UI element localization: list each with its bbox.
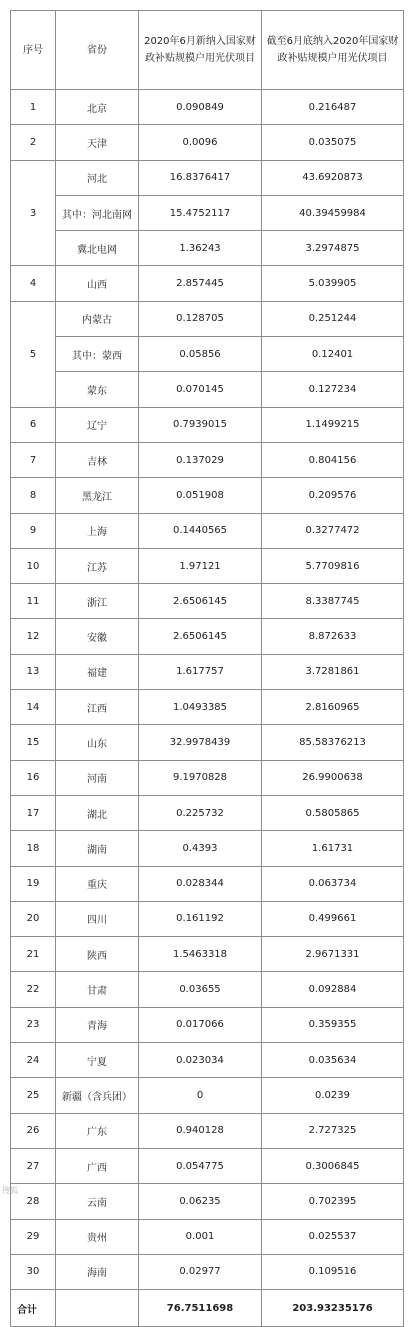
row-june: 0.161192: [139, 901, 262, 936]
row-province: 安徽: [56, 619, 139, 654]
row-province: 北京: [56, 90, 139, 125]
row-june: 0.137029: [139, 442, 262, 477]
row-cumulative: 0.359355: [262, 1007, 404, 1042]
total-row: [11, 1290, 404, 1327]
row-june: 1.5463318: [139, 937, 262, 972]
table-row: [11, 1254, 404, 1289]
table-row: [11, 1113, 404, 1148]
row-cumulative: 0.5805865: [262, 795, 404, 830]
table-row: [11, 548, 404, 583]
row-cumulative: 0.0239: [262, 1078, 404, 1113]
row-province: 海南: [56, 1254, 139, 1289]
row-cumulative: 0.109516: [262, 1254, 404, 1289]
table-row: [11, 725, 404, 760]
row-june: 0.02977: [139, 1254, 262, 1289]
row-cumulative: 1.61731: [262, 831, 404, 866]
row-no: 9: [11, 513, 56, 548]
watermark: 搜狐: [2, 1186, 18, 1195]
row-province: 四川: [56, 901, 139, 936]
row-no: 29: [11, 1219, 56, 1254]
row-cumulative: 26.9900638: [262, 760, 404, 795]
table-row: [11, 972, 404, 1007]
row-province: 其中：蒙西: [56, 337, 139, 372]
row-june: 0: [139, 1078, 262, 1113]
header-province: 省份: [56, 11, 139, 90]
row-june: 0.06235: [139, 1184, 262, 1219]
row-june: 1.0493385: [139, 690, 262, 725]
row-province: 湖南: [56, 831, 139, 866]
row-june: 9.1970828: [139, 760, 262, 795]
total-june: 76.7511698: [139, 1290, 262, 1327]
row-cumulative: 2.8160965: [262, 690, 404, 725]
row-june: 0.070145: [139, 372, 262, 407]
row-no: 18: [11, 831, 56, 866]
row-cumulative: 0.216487: [262, 90, 404, 125]
table-row: [11, 160, 404, 195]
row-province: 辽宁: [56, 407, 139, 442]
row-no: 30: [11, 1254, 56, 1289]
row-june: 0.0096: [139, 125, 262, 160]
row-cumulative: 85.58376213: [262, 725, 404, 760]
row-june: 0.051908: [139, 478, 262, 513]
row-province: 吉林: [56, 442, 139, 477]
row-june: 16.8376417: [139, 160, 262, 195]
row-province: 宁夏: [56, 1043, 139, 1078]
table-row: [11, 195, 404, 230]
row-cumulative: 40.39459984: [262, 195, 404, 230]
row-june: 0.128705: [139, 301, 262, 336]
table-row: [11, 619, 404, 654]
total-province-empty: [56, 1290, 139, 1327]
row-no: 25: [11, 1078, 56, 1113]
total-cumulative: 203.93235176: [262, 1290, 404, 1327]
table-row: [11, 407, 404, 442]
row-province: 青海: [56, 1007, 139, 1042]
table-row: [11, 1043, 404, 1078]
row-no: 19: [11, 866, 56, 901]
row-province: 甘肃: [56, 972, 139, 1007]
row-cumulative: 0.3006845: [262, 1148, 404, 1183]
row-province: 云南: [56, 1184, 139, 1219]
row-no: 23: [11, 1007, 56, 1042]
row-june: 1.97121: [139, 548, 262, 583]
row-june: 0.03655: [139, 972, 262, 1007]
row-cumulative: 0.127234: [262, 372, 404, 407]
row-cumulative: 5.7709816: [262, 548, 404, 583]
row-province: 新疆（含兵团）: [56, 1078, 139, 1113]
row-no: 11: [11, 584, 56, 619]
table-row: [11, 795, 404, 830]
table-row: [11, 442, 404, 477]
table-row: [11, 831, 404, 866]
row-province: 湖北: [56, 795, 139, 830]
row-cumulative: 0.251244: [262, 301, 404, 336]
table-row: [11, 1078, 404, 1113]
table-row: [11, 372, 404, 407]
table-row: [11, 90, 404, 125]
row-no: 22: [11, 972, 56, 1007]
row-cumulative: 0.12401: [262, 337, 404, 372]
row-no: 3: [11, 160, 56, 266]
header-no: 序号: [11, 11, 56, 90]
table-row: [11, 301, 404, 336]
row-no: 27: [11, 1148, 56, 1183]
row-cumulative: 0.804156: [262, 442, 404, 477]
row-no: 6: [11, 407, 56, 442]
row-june: 2.6506145: [139, 619, 262, 654]
row-province: 贵州: [56, 1219, 139, 1254]
row-no: 5: [11, 301, 56, 407]
table-row: [11, 125, 404, 160]
row-cumulative: 8.3387745: [262, 584, 404, 619]
row-cumulative: 0.092884: [262, 972, 404, 1007]
table-row: [11, 901, 404, 936]
row-cumulative: 1.1499215: [262, 407, 404, 442]
table-row: [11, 513, 404, 548]
header-row: [11, 11, 404, 90]
row-june: 0.1440565: [139, 513, 262, 548]
row-cumulative: 3.2974875: [262, 231, 404, 266]
row-june: 1.36243: [139, 231, 262, 266]
row-no: 24: [11, 1043, 56, 1078]
row-province: 天津: [56, 125, 139, 160]
row-province: 山东: [56, 725, 139, 760]
row-june: 0.4393: [139, 831, 262, 866]
row-no: 10: [11, 548, 56, 583]
table-row: [11, 1184, 404, 1219]
table-row: [11, 1148, 404, 1183]
table-row: [11, 1007, 404, 1042]
row-no: 21: [11, 937, 56, 972]
row-cumulative: 0.025537: [262, 1219, 404, 1254]
row-cumulative: 3.7281861: [262, 654, 404, 689]
total-label: 合计: [11, 1290, 56, 1327]
row-province: 蒙东: [56, 372, 139, 407]
row-no: 1: [11, 90, 56, 125]
row-no: 17: [11, 795, 56, 830]
row-june: 0.940128: [139, 1113, 262, 1148]
row-province: 江苏: [56, 548, 139, 583]
row-cumulative: 0.499661: [262, 901, 404, 936]
row-june: 32.9978439: [139, 725, 262, 760]
row-cumulative: 0.035075: [262, 125, 404, 160]
table-row: [11, 866, 404, 901]
data-table: [10, 10, 404, 1327]
row-province: 内蒙古: [56, 301, 139, 336]
row-cumulative: 0.3277472: [262, 513, 404, 548]
row-no: 4: [11, 266, 56, 301]
row-no: 8: [11, 478, 56, 513]
row-june: 0.05856: [139, 337, 262, 372]
row-no: 16: [11, 760, 56, 795]
row-cumulative: 0.209576: [262, 478, 404, 513]
row-no: 13: [11, 654, 56, 689]
table-row: [11, 760, 404, 795]
row-june: 0.225732: [139, 795, 262, 830]
row-province: 山西: [56, 266, 139, 301]
header-june-new: 2020年6月新纳入国家财政补贴规模户用光伏项目: [139, 11, 262, 90]
row-cumulative: 0.702395: [262, 1184, 404, 1219]
row-province: 其中：河北南网: [56, 195, 139, 230]
table-row: [11, 266, 404, 301]
row-june: 2.6506145: [139, 584, 262, 619]
row-cumulative: 0.035634: [262, 1043, 404, 1078]
table-row: [11, 1219, 404, 1254]
table-row: [11, 337, 404, 372]
row-no: 26: [11, 1113, 56, 1148]
row-cumulative: 2.9671331: [262, 937, 404, 972]
row-cumulative: 2.727325: [262, 1113, 404, 1148]
row-no: 2: [11, 125, 56, 160]
row-province: 黑龙江: [56, 478, 139, 513]
row-province: 广东: [56, 1113, 139, 1148]
row-cumulative: 0.063734: [262, 866, 404, 901]
row-june: 0.090849: [139, 90, 262, 125]
row-june: 0.023034: [139, 1043, 262, 1078]
table-row: [11, 654, 404, 689]
row-june: 1.617757: [139, 654, 262, 689]
row-no: 14: [11, 690, 56, 725]
row-no: 7: [11, 442, 56, 477]
row-province: 福建: [56, 654, 139, 689]
row-cumulative: 43.6920873: [262, 160, 404, 195]
table-row: [11, 937, 404, 972]
row-no: 12: [11, 619, 56, 654]
table-row: [11, 690, 404, 725]
row-no: 28: [11, 1184, 56, 1219]
row-province: 上海: [56, 513, 139, 548]
row-province: 河南: [56, 760, 139, 795]
row-no: 15: [11, 725, 56, 760]
row-cumulative: 8.872633: [262, 619, 404, 654]
table-row: [11, 478, 404, 513]
table-row: [11, 231, 404, 266]
header-cumulative: 截至6月底纳入2020年国家财政补贴规模户用光伏项目: [262, 11, 404, 90]
row-cumulative: 5.039905: [262, 266, 404, 301]
table-row: [11, 584, 404, 619]
row-june: 2.857445: [139, 266, 262, 301]
row-province: 河北: [56, 160, 139, 195]
row-june: 0.7939015: [139, 407, 262, 442]
row-june: 0.028344: [139, 866, 262, 901]
row-province: 江西: [56, 690, 139, 725]
row-province: 重庆: [56, 866, 139, 901]
row-june: 15.4752117: [139, 195, 262, 230]
row-province: 浙江: [56, 584, 139, 619]
row-province: 广西: [56, 1148, 139, 1183]
row-june: 0.017066: [139, 1007, 262, 1042]
row-june: 0.054775: [139, 1148, 262, 1183]
row-no: 20: [11, 901, 56, 936]
row-province: 冀北电网: [56, 231, 139, 266]
row-province: 陕西: [56, 937, 139, 972]
row-june: 0.001: [139, 1219, 262, 1254]
